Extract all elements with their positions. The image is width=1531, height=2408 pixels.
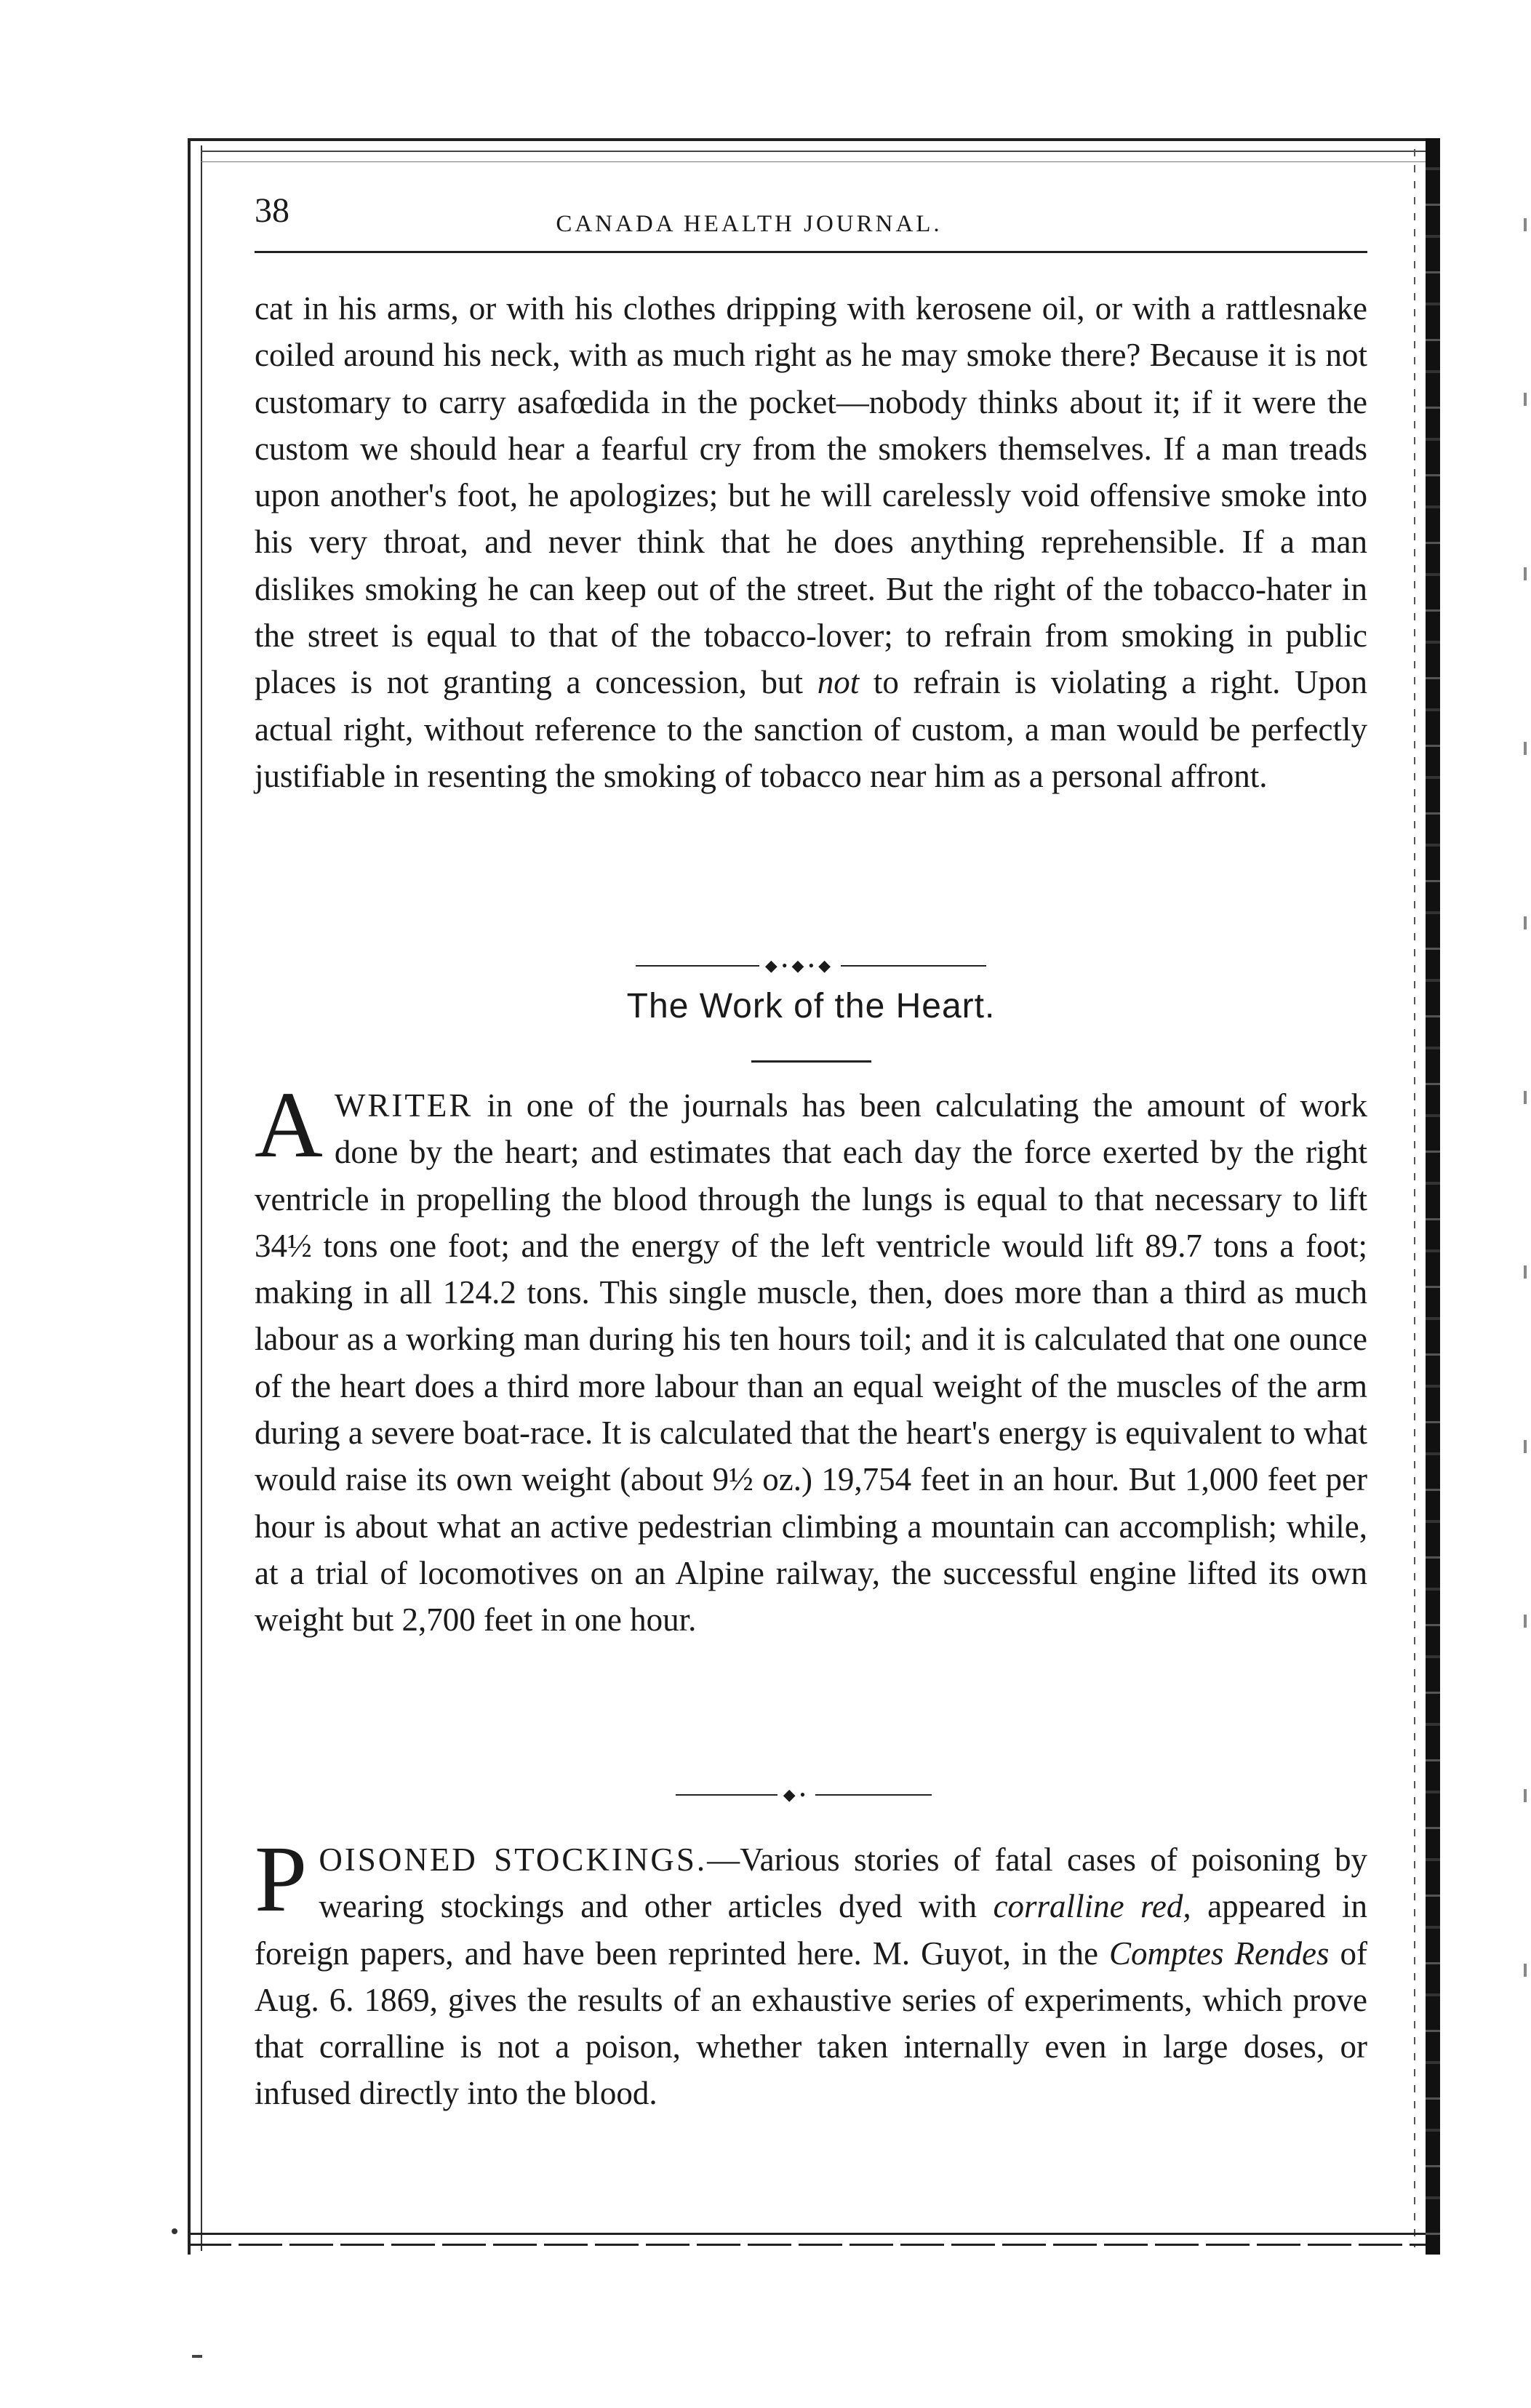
continued-text-end: to refrain is violating a right. Upon actual right, without reference to the sanction of custom, a man would be perfectly justifiable in resenting the smoking of tobacco near him as a personal affront. <box>255 664 1368 794</box>
title-rule <box>751 1060 871 1063</box>
drop-cap-p: P <box>255 1827 308 1932</box>
article-heading: OISONED STOCKINGS. <box>319 1841 708 1878</box>
lead-word: WRITER <box>334 1087 473 1124</box>
section-ornament: ◆•◆•◆ <box>633 959 989 973</box>
frame-bottom-rule <box>188 2233 1428 2235</box>
italic-title: Comptes Rendes <box>1108 1935 1330 1972</box>
continued-text: cat in his arms, or with his clothes dripping with kerosene oil, or with a rattlesnake coiled around his neck, with as much right as he may smoke there? Because it is not customary to carry asafœdida in the pocket—nobody thinks about it; if it were the custom we should hear a fearful cry from the smokers themselves. If a man treads upon another's foot, he apologizes; but he will carelessly void offensive smoke into his very throat, and never think that he does anything reprehensible. If a man dislikes smoking he can keep out of the street. But the right of the tobacco-hater in the street is equal to that of the tobacco-lover; to refrain from smoking in public places is not granting a concession, but <box>255 290 1367 701</box>
frame-top-rule <box>188 138 1428 141</box>
running-head: CANADA HEALTH JOURNAL. <box>556 211 943 237</box>
heart-article-body <box>255 1073 1368 1644</box>
italic-term: corralline red, <box>993 1888 1191 1925</box>
page-number: 38 <box>255 191 289 230</box>
article-text-2: appeared in foreign papers, and have been reprinted here. M. Guyot, in the <box>255 1888 1367 1972</box>
article-text-1: —Various stories of fatal cases of poisoning by wearing stockings and other articles dyed with <box>319 1841 1367 1925</box>
header-rule <box>255 251 1367 253</box>
stockings-article-body <box>255 1827 1368 2117</box>
frame-top-inner-rule <box>201 151 1426 152</box>
drop-cap: A <box>255 1073 323 1177</box>
article-text-3: of Aug. 6. 1869, gives the results of an exhaustive series of experiments, which prove that corralline is not a poison, whether taken internally even in large doses, or infused directly into the blood. <box>255 1935 1368 2112</box>
scan-speck <box>172 2228 177 2234</box>
page-edge-shadow <box>1426 138 1440 2255</box>
frame-top-faint-rule <box>201 161 1426 162</box>
article-text: in one of the journals has been calculating the amount of work done by the heart; and estimates that each day the force exerted by the right ventricle in propelling the blood through the lungs is equal to that necessary to lift 34½ tons one foot; and the energy of the left ventricle would lift 89.7 tons a foot; making in all 124.2 tons. This single muscle, then, does more than a third as much labour as a working man during his ten hours toil; and it is calculated that one ounce of the heart does a third more labour than an equal weight of the muscles of the arm during a severe boat-race. It is calculated that the heart's energy is equivalent to what would raise its own weight (about 9½ oz.) 19,754 feet in an hour. But 1,000 feet per hour is about what an active pedestrian climbing a mountain can accomplish; while, at a trial of locomotives on an Alpine railway, the successful engine lifted its own weight but 2,700 feet in one hour. <box>255 1087 1368 1639</box>
frame-right-dashed-rule <box>1414 149 1415 2247</box>
continued-paragraph <box>255 285 1367 799</box>
section-ornament-2: ◆• <box>673 1788 935 1802</box>
italic-word: not <box>817 664 860 701</box>
page-edge-marks <box>1524 218 1527 2109</box>
article-title: The Work of the Heart. <box>626 987 996 1025</box>
frame-bottom-dashed-rule <box>188 2244 1428 2246</box>
scan-mark <box>192 2355 202 2358</box>
frame-left-inner-rule <box>201 145 202 2251</box>
frame-left-rule <box>188 138 191 2255</box>
